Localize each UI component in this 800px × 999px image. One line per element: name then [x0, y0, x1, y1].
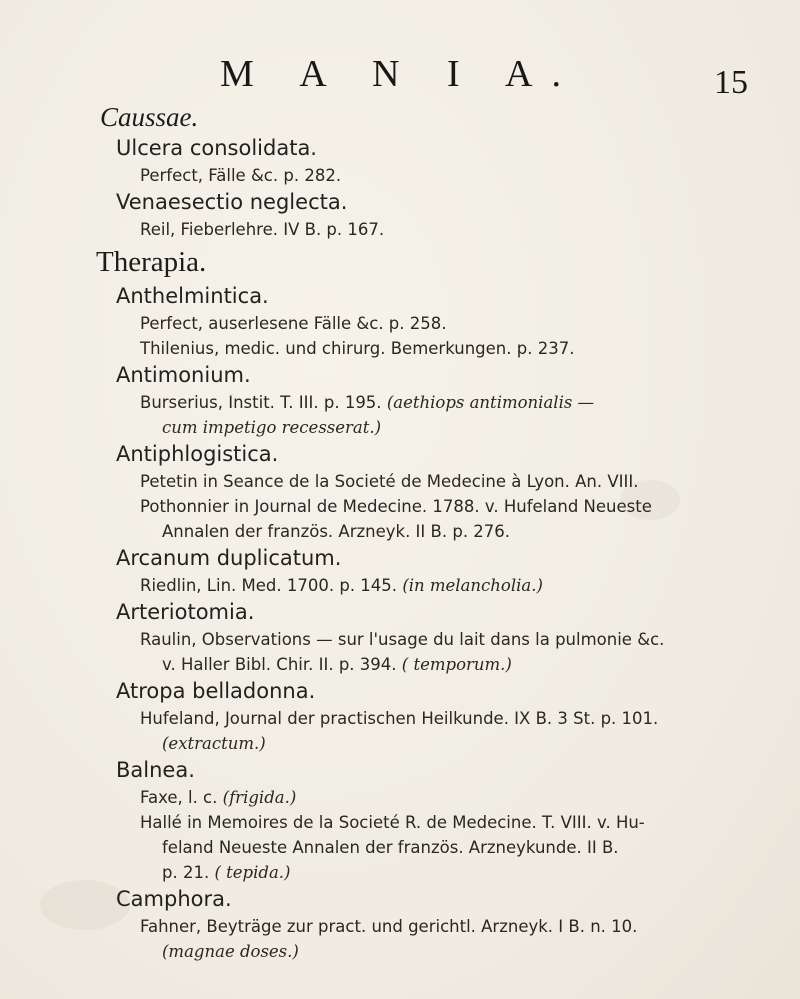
reference [140, 494, 756, 544]
section-heading-therapia: Therapia. [96, 246, 207, 278]
running-title: M A N I A. [220, 53, 580, 95]
topic-arteriotomia: Arteriotomia. [116, 600, 255, 624]
topic-ulcera: Ulcera consolidata. [116, 136, 317, 160]
topic-venaesectio: Venaesectio neglecta. [116, 190, 348, 214]
reference [140, 785, 756, 810]
reference [140, 914, 756, 964]
section-heading-causae: Caussae. [100, 102, 199, 132]
page-number: 15 [714, 64, 748, 101]
reference: Petetin in Seance de la Societé de Medecine à Lyon. An. VIII. [140, 472, 639, 491]
reference-note-continued: cum impetigo recesserat.) [162, 418, 382, 437]
reference [140, 627, 756, 677]
reference-line: Hufeland, Journal der practischen Heilkunde. IX B. 3 St. p. 101. [140, 709, 659, 728]
reference-text: v. Haller Bibl. Chir. II. p. 394. [162, 655, 397, 674]
reference-note: (aethiops antimonialis — [386, 393, 595, 412]
reference [140, 810, 756, 885]
reference-note: (frigida.) [222, 788, 297, 807]
reference: Perfect, auserlesene Fälle &c. p. 258. [140, 314, 447, 333]
reference-line-continued [140, 652, 756, 677]
index-content [96, 100, 756, 964]
reference-line-continued [140, 860, 756, 885]
reference-text: Riedlin, Lin. Med. 1700. p. 145. [140, 576, 398, 595]
reference: Thilenius, medic. und chirurg. Bemerkungen. p. 237. [140, 339, 575, 358]
reference-note: (magnae doses.) [162, 942, 299, 961]
topic-arcanum: Arcanum duplicatum. [116, 546, 342, 570]
reference-line: Raulin, Observations — sur l'usage du lait dans la pulmonie &c. [140, 630, 665, 649]
reference-line: Hallé in Memoires de la Societé R. de Medecine. T. VIII. v. Hu- [140, 813, 645, 832]
reference-note: (in melancholia.) [402, 576, 543, 595]
reference-text: Faxe, l. c. [140, 788, 218, 807]
topic-atropa: Atropa belladonna. [116, 679, 316, 703]
reference-note: ( temporum.) [401, 655, 512, 674]
topic-antiphlogistica: Antiphlogistica. [116, 442, 279, 466]
topic-camphora: Camphora. [116, 887, 232, 911]
reference [140, 390, 756, 440]
reference: Reil, Fieberlehre. IV B. p. 167. [140, 220, 385, 239]
topic-antimonium: Antimonium. [116, 363, 251, 387]
reference-line-continued: feland Neueste Annalen der französ. Arzneykunde. II B. [162, 838, 619, 857]
reference [140, 706, 756, 756]
reference: Perfect, Fälle &c. p. 282. [140, 166, 342, 185]
reference-note: ( tepida.) [214, 863, 291, 882]
reference-line: Fahner, Beyträge zur pract. und gerichtl. Arzneyk. I B. n. 10. [140, 917, 638, 936]
topic-anthelmintica: Anthelmintica. [116, 284, 269, 308]
reference-note: (extractum.) [162, 734, 266, 753]
reference-line-continued: Annalen der französ. Arzneyk. II B. p. 276. [162, 522, 511, 541]
topic-balnea: Balnea. [116, 758, 195, 782]
reference-line: Pothonnier in Journal de Medecine. 1788. v. Hufeland Neueste [140, 497, 652, 516]
reference-text: p. 21. [162, 863, 210, 882]
reference-text: Burserius, Instit. T. III. p. 195. [140, 393, 382, 412]
reference [140, 573, 756, 598]
